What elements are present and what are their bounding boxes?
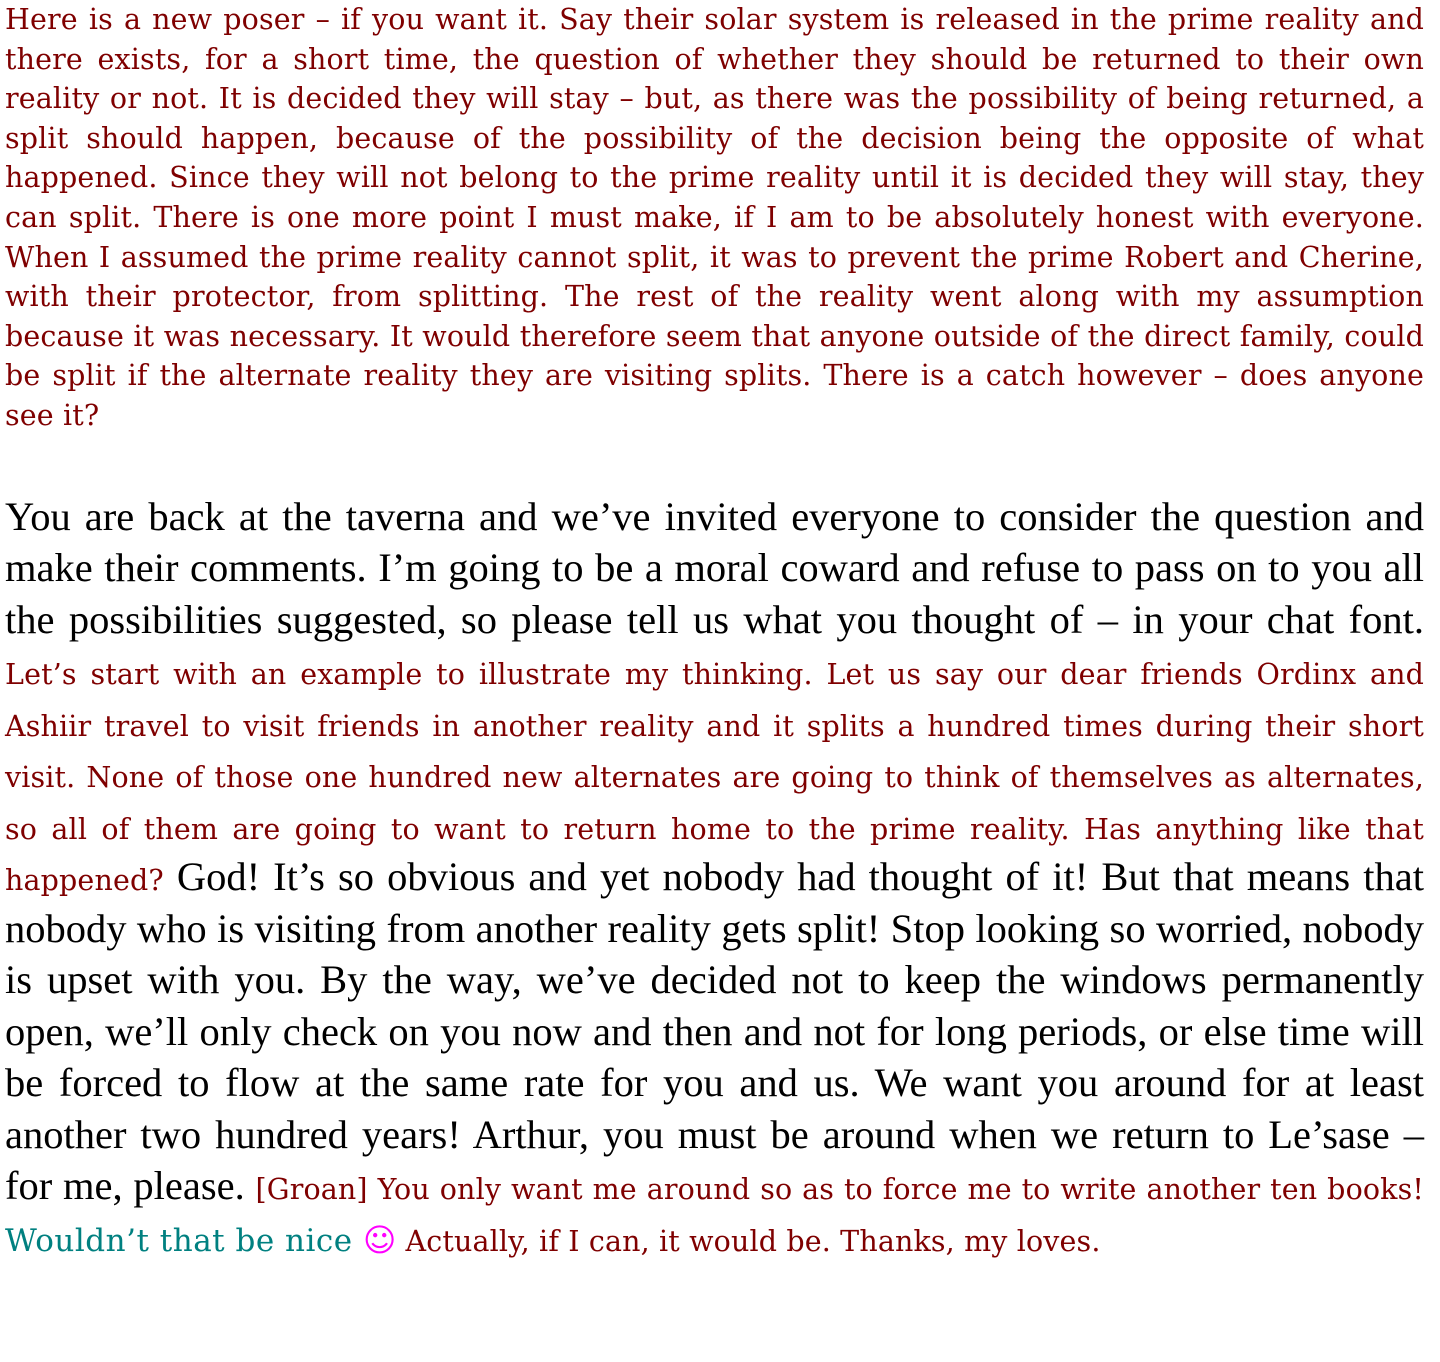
document-page <box>5 0 1424 1267</box>
paragraph-taverna <box>5 491 1424 1268</box>
nice-text: Wouldn’t that be nice <box>5 1222 363 1259</box>
smiley-icon: ☺ <box>362 1220 397 1259</box>
paragraph-poser: Here is a new poser – if you want it. Say their solar system is released in the prime reality and there exists, for a short time, the question of whether they should be returned to their own reality or not. It is decided they will stay – but, as there was the possibility of being returned, a split should happen, because of the possibility of the decision being the opposite of what happened. Since they will not belong to the prime reality until it is decided they will stay, they can split. There is one more point I must make, if I am to be absolutely honest with everyone. When I assumed the prime reality cannot split, it was to prevent the prime Robert and Cherine, with their protector, from splitting. The rest of the reality went along with my assumption because it was necessary. It would therefore seem that anyone outside of the direct family, could be split if the alternate reality they are visiting splits. There is a catch however – does anyone see it? <box>5 3 1424 432</box>
taverna-intro-text: You are back at the taverna and we’ve invited everyone to consider the question and make their comments. I’m going to be a moral coward and refuse to pass on to you all the possibilities suggested, so please tell us what you thought of – in your chat font. <box>5 493 1424 642</box>
example-text: Let’s start with an example to illustrate my thinking. Let us say our dear friends Ordinx and Ashiir travel to visit friends in another reality and it splits a hundred times during their short visit. None of those one hundred new alternates are going to think of themselves as alternates, so all of them are going to want to return home to the prime reality. Has anything like that happened? <box>5 658 1424 898</box>
closing-text: Actually, if I can, it would be. Thanks, my loves. <box>396 1224 1101 1258</box>
groan-text: [Groan] You only want me around so as to force me to write another ten books! <box>255 1173 1424 1207</box>
reply-text: God! It’s so obvious and yet nobody had thought of it! But that means that nobody who is visiting from another reality gets split! Stop looking so worried, nobody is upset with you. By the way, we’ve decided not to keep the windows permanently open, we’ll only check on you now and then and not for long periods, or else time will be forced to flow at the same rate for you and us. We want you around for at least another two hundred years! Arthur, you must be around when we return to Le’sase – for me, please. <box>5 854 1424 1209</box>
